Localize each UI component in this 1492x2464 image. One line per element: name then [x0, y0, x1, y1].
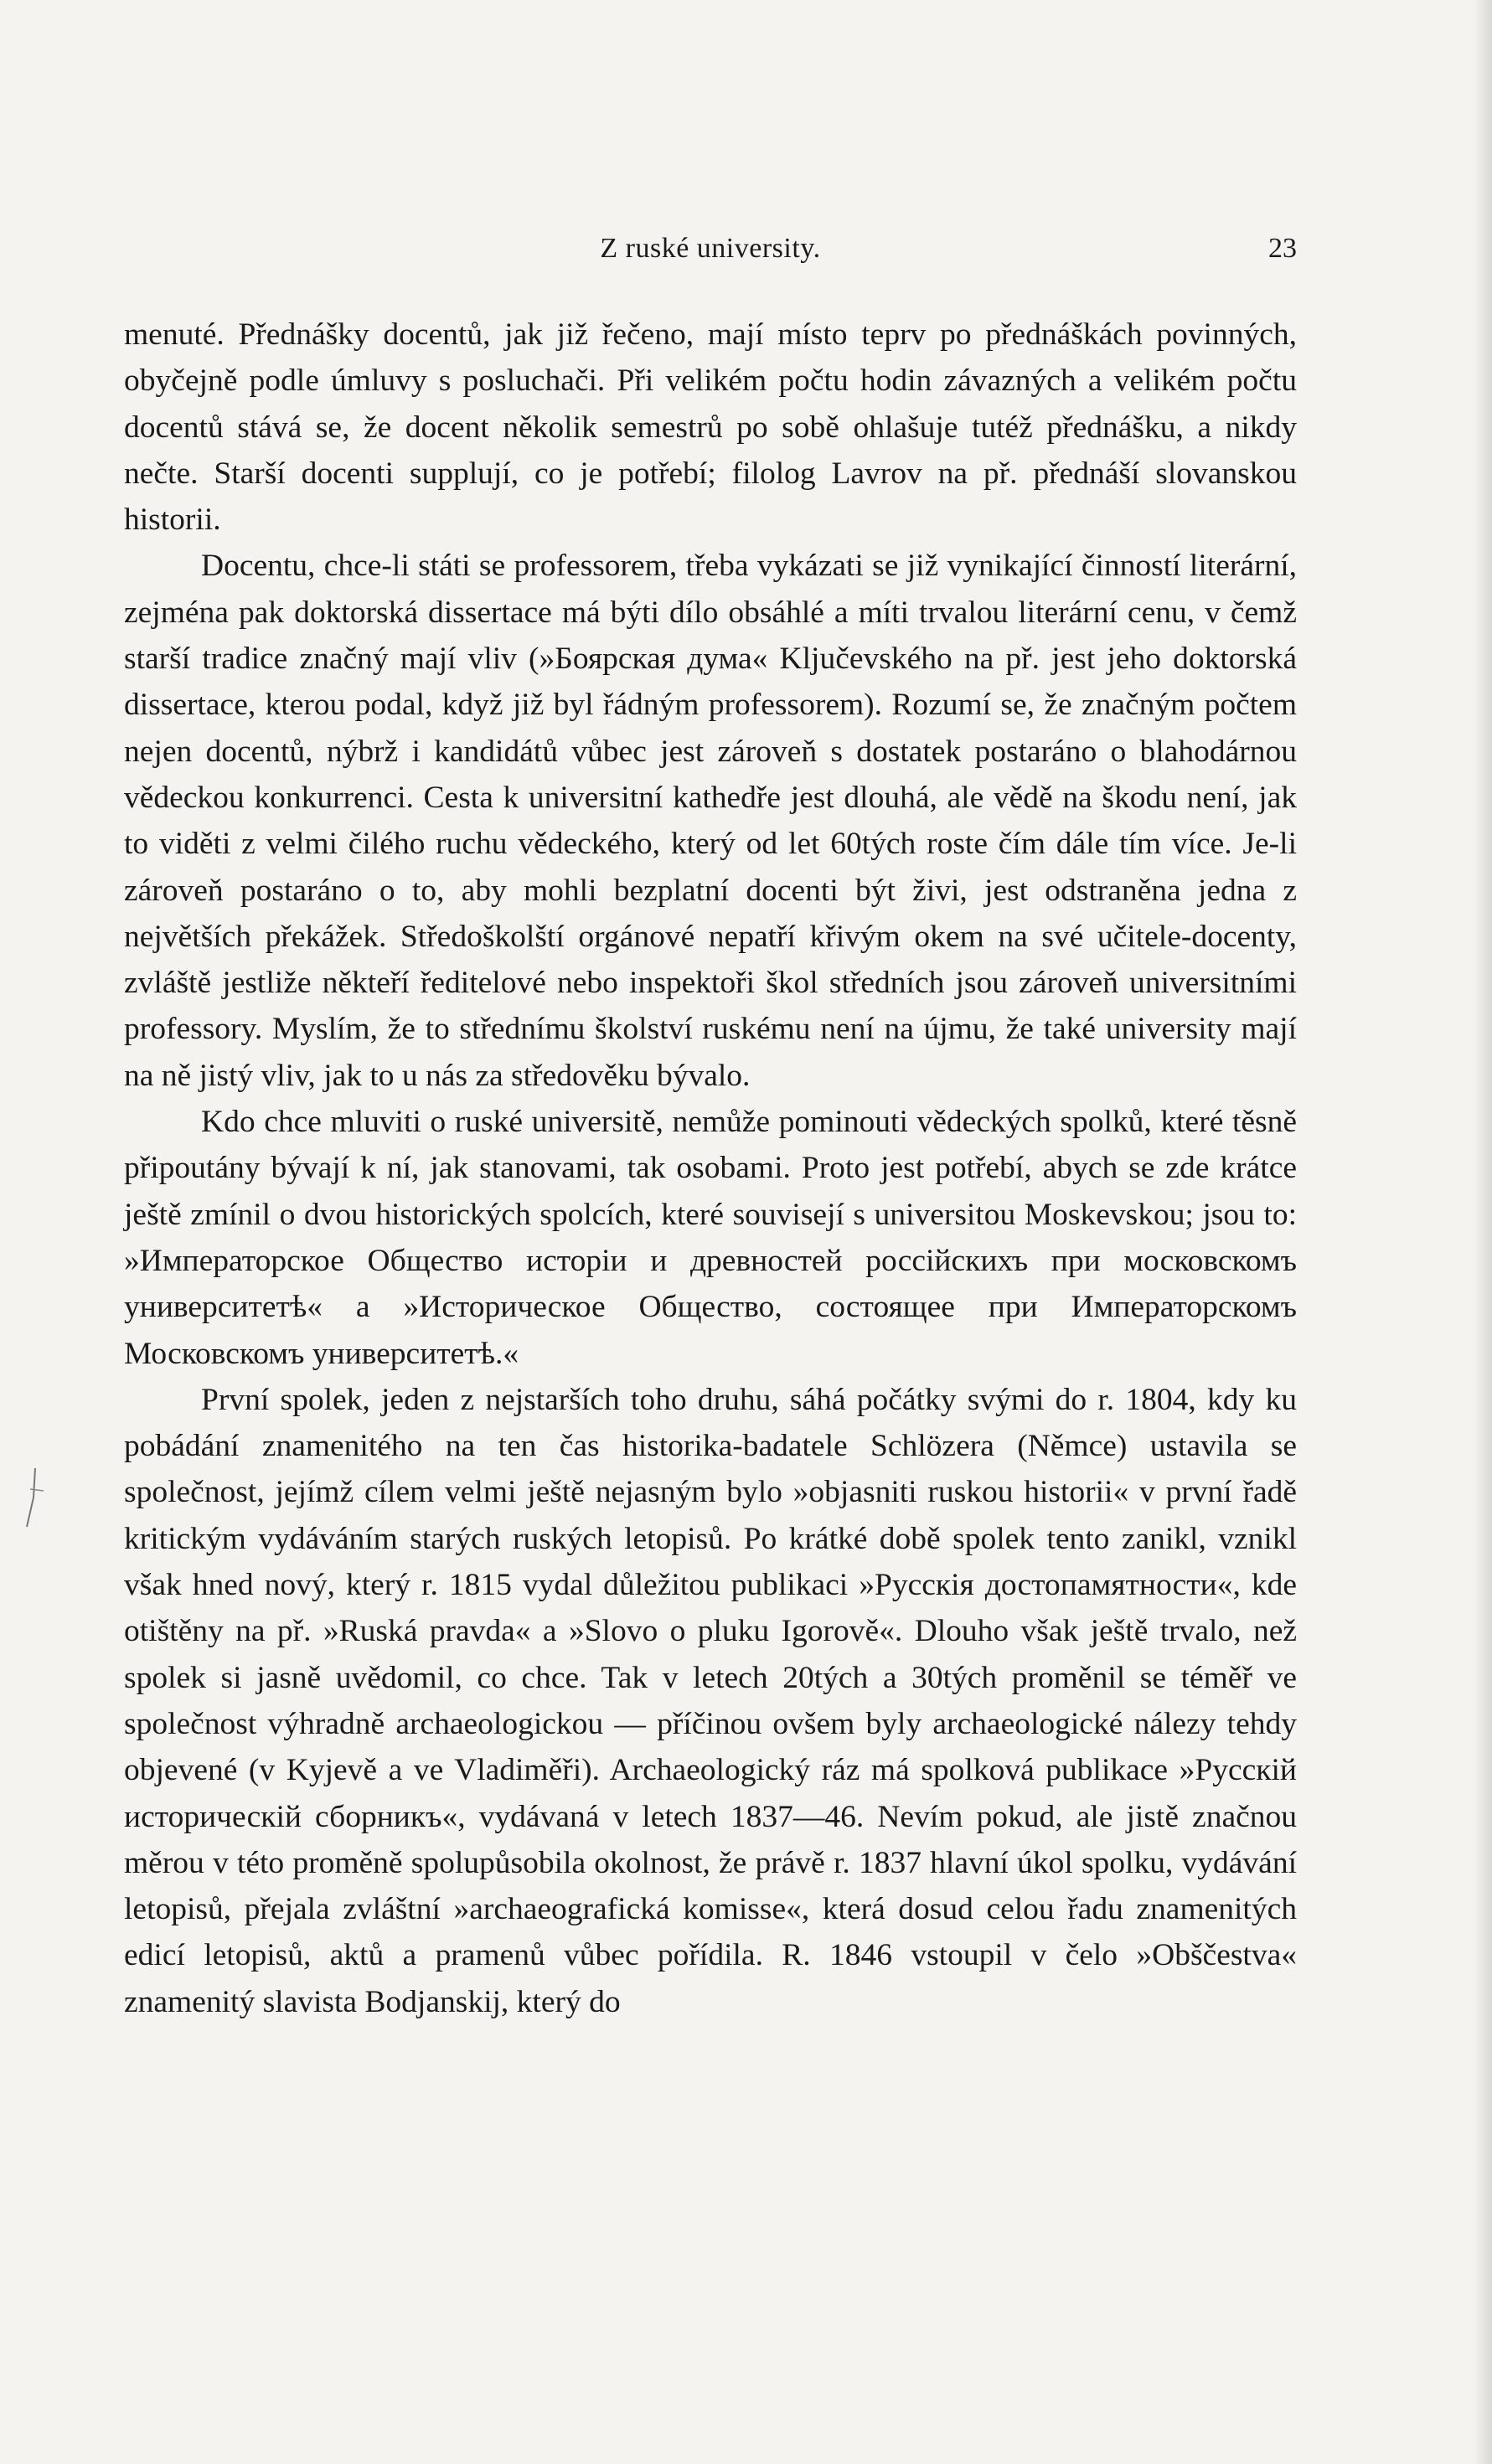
margin-pencil-mark: [18, 1464, 52, 1531]
paragraph-3: Kdo chce mluviti o ruské universitě, nemůže pominouti vědeckých spolků, které těsně připoutány bývají k ní, jak stanovami, tak osobami. Proto jest potřebí, abych se zde krátce ještě zmínil o dvou historických spolcích, které souvisejí s universitou Moskevskou; jsou to: »Императорское Общество исторіи и древностей россійскихъ при московскомъ университетѣ« a »Историческое Общество, состоящее при Императорскомъ Московскомъ университетѣ.«: [124, 1105, 1297, 1371]
page-number: 23: [1268, 233, 1297, 264]
body-text: [124, 312, 1297, 2025]
page-edge-shade: [1474, 0, 1492, 2464]
running-header: [124, 233, 1297, 275]
running-title: Z ruské university.: [600, 233, 821, 264]
paragraph-1: menuté. Přednášky docentů, jak již řečeno, mají místo teprv po přednáškách povinných, obyčejně podle úmluvy s posluchači. Při velikém počtu hodin závazných a velikém počtu docentů stává se, že docent několik semestrů po sobě ohlašuje tutéž přednášku, a nikdy nečte. Starší docenti supplují, co je potřebí; filolog Lavrov na př. přednáší slovanskou historii.: [124, 317, 1297, 538]
paragraph-4: První spolek, jeden z nejstarších toho druhu, sáhá počátky svými do r. 1804, kdy ku pobádání znamenitého na ten čas historika-badatele Schlözera (Němce) ustavila se společnost, jejímž cílem velmi ještě nejasným bylo »objasniti ruskou historii« v první řadě kritickým vydáváním starých ruských letopisů. Po krátké době spolek tento zanikl, vznikl však hned nový, který r. 1815 vydal důležitou publikaci »Русскія достопамятности«, kde otištěny na př. »Ruská pravda« a »Slovo o pluku Igorově«. Dlouho však ještě trvalo, než spolek si jasně uvědomil, co chce. Tak v letech 20tých a 30tých proměnil se téměř ve společnost výhradně archaeologickou — příčinou ovšem byly archaeologické nálezy tehdy objevené (v Kyjevě a ve Vladiměři). Archaeologický ráz má spolková publikace »Русскій историческій сборникъ«, vydávaná v letech 1837—46. Nevím pokud, ale jistě značnou měrou v této proměně spolupůsobila okolnost, že právě r. 1837 hlavní úkol spolku, vydávání letopisů, přejala zvláštní »archaeografická komisse«, která dosud celou řadu znamenitých edicí letopisů, aktů a pramenů vůbec pořídila. R. 1846 vstoupil v čelo »Obščestva« znamenitý slavista Bodjanskij, který do: [124, 1382, 1297, 2019]
paragraph-2: Docentu, chce-li státi se professorem, třeba vykázati se již vynikající činností literární, zejména pak doktorská dissertace má býti dílo obsáhlé a míti trvalou literární cenu, v čemž starší tradice značný mají vliv (»Боярская дума« Ključevského na př. jest jeho doktorská dissertace, kterou podal, když již byl řádným professorem). Rozumí se, že značným počtem nejen docentů, nýbrž i kandidátů vůbec jest zároveň s dostatek postaráno o blahodárnou vědeckou konkurrenci. Cesta k universitní kathedře jest dlouhá, ale vědě na škodu není, jak to viděti z velmi čilého ruchu vědeckého, který od let 60tých roste čím dále tím více. Je-li zároveň postaráno o to, aby mohli bezplatní docenti být živi, jest odstraněna jedna z největších překážek. Středoškolští orgánové nepatří křivým okem na své učitele-docenty, zvláště jestliže někteří ředitelové nebo inspektoři škol středních jsou zároveň universitními professory. Myslím, že to střednímu školství ruskému není na újmu, že také university mají na ně jistý vliv, jak to u nás za středověku bývalo.: [124, 549, 1297, 1093]
